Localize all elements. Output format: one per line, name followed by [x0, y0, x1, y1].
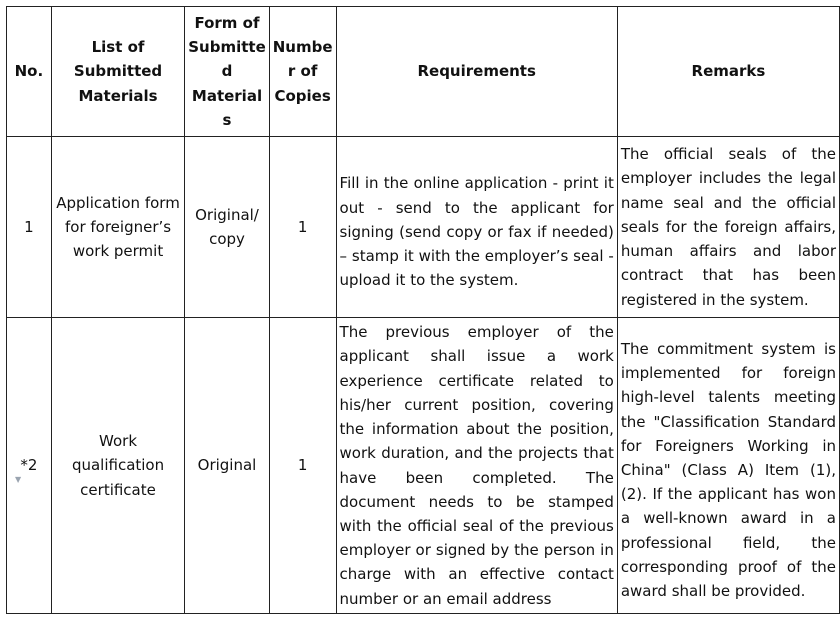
header-copies-line: Numbe	[272, 38, 333, 57]
header-copies-line: r of	[287, 62, 318, 81]
header-remarks: Remarks	[617, 7, 839, 137]
material-name-line: Application form	[56, 193, 180, 212]
material-name-line: qualification	[71, 456, 165, 475]
requirements-text: The previous employer of the applicant shall issue a work experience certificate related to his/her current position, covering the information about the position, work duration, and the projects that have been completed. The document needs to be stamped with the official seal of the previous employer or signed by the person in charge with an effective contact number or an email address	[336, 318, 617, 614]
material-name	[51, 137, 184, 318]
header-form-line: Material	[191, 86, 263, 105]
anchor-marker-icon: ▼	[15, 475, 22, 484]
material-name	[51, 318, 184, 614]
row-number	[7, 318, 52, 614]
table-row	[7, 318, 840, 614]
header-requirements: Requirements	[336, 7, 617, 137]
materials-table	[6, 6, 840, 614]
header-copies-line: Copies	[274, 86, 331, 105]
copies-count: 1	[269, 137, 336, 318]
material-form: Original	[185, 318, 270, 614]
row-number-text: *2	[20, 456, 38, 475]
header-form-line: Form of	[194, 13, 260, 32]
material-name-line: Work	[99, 432, 138, 451]
header-form-line: Submitte	[188, 38, 266, 57]
material-name-line: certificate	[80, 480, 156, 499]
header-copies	[269, 7, 336, 137]
remarks-text: The commitment system is implemented for foreign high-level talents meeting the "Classification Standard for Foreigners Working in China" (Class A) Item (1), (2). If the applicant has won a well-known award in a professional field, the corresponding proof of the award shall be provided.	[617, 318, 839, 614]
table-row	[7, 137, 840, 318]
copies-count: 1	[269, 318, 336, 614]
header-no: No.	[7, 7, 52, 137]
row-number: 1	[7, 137, 52, 318]
material-form-line: copy	[209, 230, 245, 248]
material-name-line: for foreigner’s	[64, 217, 172, 236]
material-name-line: work permit	[72, 242, 164, 261]
remarks-text: The official seals of the employer includes the legal name seal and the official seals for the foreign affairs, human affairs and labor contract that has been registered in the system.	[617, 137, 839, 318]
material-form-line: Original/	[195, 205, 259, 224]
header-form-line: s	[222, 110, 232, 129]
header-form-line: d	[221, 62, 233, 81]
material-form	[185, 137, 270, 318]
header-row	[7, 7, 840, 137]
header-form	[185, 7, 270, 137]
header-materials: List of Submitted Materials	[51, 7, 184, 137]
requirements-text: Fill in the online application - print it out - send to the applicant for signing (send copy or fax if needed) – stamp it with the employer’s seal - upload it to the system.	[336, 137, 617, 318]
